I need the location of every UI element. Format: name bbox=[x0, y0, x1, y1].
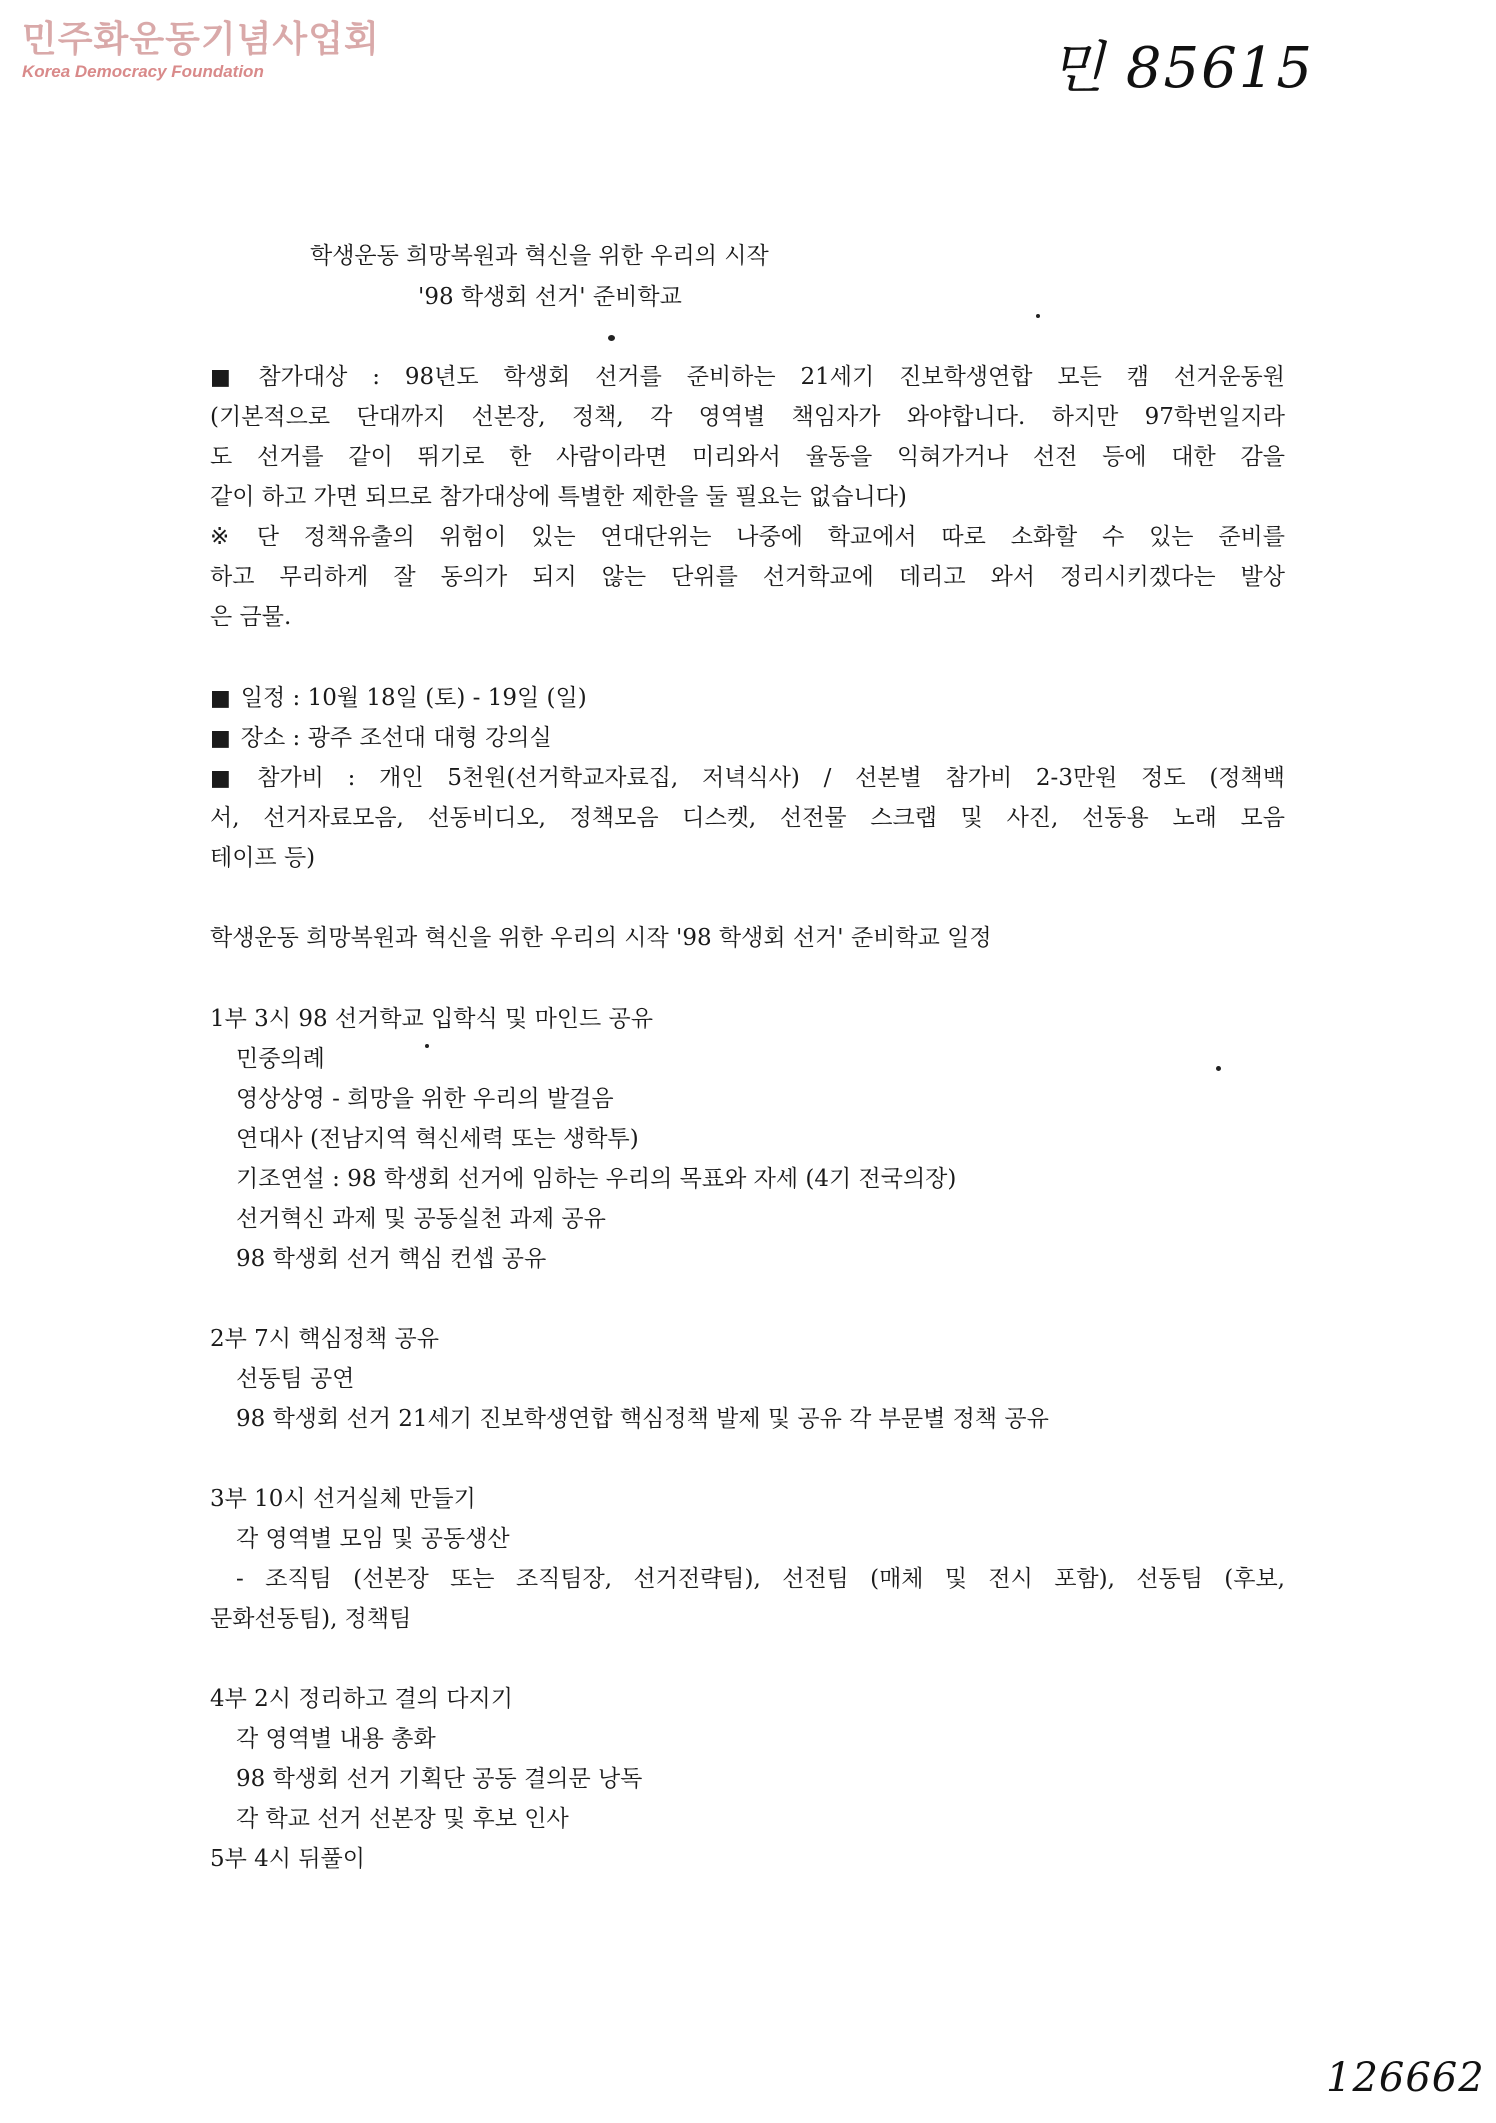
scan-speck bbox=[608, 335, 615, 341]
page-number: 126662 bbox=[1326, 2055, 1485, 2101]
participants-line: (기본적으로 단대까지 선본장, 정책, 각 영역별 책임자가 와야합니다. 하지만 97학번일지라 bbox=[210, 404, 1285, 430]
venue-line: ■ 장소 : 광주 조선대 대형 강의실 bbox=[210, 722, 1285, 755]
watermark-english: Korea Democracy Foundation bbox=[22, 62, 264, 81]
part1-item: 기조연설 : 98 학생회 선거에 임하는 우리의 목표와 자세 (4기 전국의장) bbox=[236, 1166, 957, 1192]
part2-heading: 2부 7시 핵심정책 공유 bbox=[210, 1326, 439, 1352]
participants-note-line: 은 금물. bbox=[210, 604, 292, 630]
part5-heading: 5부 4시 뒤풀이 bbox=[210, 1846, 365, 1872]
part2-item: 선동팀 공연 bbox=[236, 1366, 355, 1392]
part3-item: 각 영역별 모임 및 공동생산 bbox=[236, 1526, 510, 1552]
part2-item: 98 학생회 선거 21세기 진보학생연합 핵심정책 발제 및 공유 각 부문별 정책 공유 bbox=[236, 1406, 1049, 1432]
part4-item: 각 영역별 내용 총화 bbox=[236, 1726, 436, 1752]
participants-line: 같이 하고 가면 되므로 참가대상에 특별한 제한을 둘 필요는 없습니다) bbox=[210, 484, 907, 510]
part1-item: 연대사 (전남지역 혁신세력 또는 생학투) bbox=[236, 1126, 639, 1152]
document-title: 학생운동 희망복원과 혁신을 위한 우리의 시작 bbox=[310, 243, 769, 269]
part4-item: 98 학생회 선거 기획단 공동 결의문 낭독 bbox=[236, 1766, 643, 1792]
part1-item: 98 학생회 선거 핵심 컨셉 공유 bbox=[236, 1246, 547, 1272]
participants-note-line: 하고 무리하게 잘 동의가 되지 않는 단위를 선거학교에 데리고 와서 정리시키겠다는 발상 bbox=[210, 564, 1285, 590]
part3-item: - 조직팀 (선본장 또는 조직팀장, 선거전략팀), 선전팀 (매체 및 전시 포함), 선동팀 (후보, bbox=[236, 1566, 1285, 1592]
program-title: 학생운동 희망복원과 혁신을 위한 우리의 시작 '98 학생회 선거' 준비학교 일정 bbox=[210, 925, 992, 951]
document-subtitle: '98 학생회 선거' 준비학교 bbox=[418, 284, 682, 310]
watermark-korean: 민주화운동기념사업회 bbox=[22, 19, 380, 60]
participants-line: ■ 참가대상 : 98년도 학생회 선거를 준비하는 21세기 진보학생연합 모든 캠 선거운동원 bbox=[210, 361, 1285, 393]
part3-heading: 3부 10시 선거실체 만들기 bbox=[210, 1486, 476, 1512]
participants-line: 도 선거를 같이 뛰기로 한 사람이라면 미리와서 율동을 익혀가거나 선전 등에 대한 감을 bbox=[210, 444, 1285, 470]
scan-speck bbox=[1036, 314, 1040, 318]
archive-number: 민 85615 bbox=[1050, 36, 1315, 101]
part1-item: 선거혁신 과제 및 공동실천 과제 공유 bbox=[236, 1206, 606, 1232]
foundation-watermark bbox=[22, 20, 380, 82]
fee-line: 서, 선거자료모음, 선동비디오, 정책모음 디스켓, 선전물 스크랩 및 사진, 선동용 노래 모음 bbox=[210, 805, 1285, 831]
part4-heading: 4부 2시 정리하고 결의 다지기 bbox=[210, 1686, 513, 1712]
fee-line: ■ 참가비 : 개인 5천원(선거학교자료집, 저녁식사) / 선본별 참가비 2-3만원 정도 (정책백 bbox=[210, 762, 1285, 794]
part1-item: 영상상영 - 희망을 위한 우리의 발걸음 bbox=[236, 1086, 614, 1112]
fee-line: 테이프 등) bbox=[210, 845, 316, 871]
participants-note-line: ※ 단 정책유출의 위험이 있는 연대단위는 나중에 학교에서 따로 소화할 수 있는 준비를 bbox=[210, 521, 1285, 553]
part4-item: 각 학교 선거 선본장 및 후보 인사 bbox=[236, 1806, 569, 1832]
part1-heading: 1부 3시 98 선거학교 입학식 및 마인드 공유 bbox=[210, 1006, 653, 1032]
part3-continuation: 문화선동팀), 정책팀 bbox=[210, 1606, 412, 1632]
schedule-line: ■ 일정 : 10월 18일 (토) - 19일 (일) bbox=[210, 682, 1285, 715]
part1-item: 민중의례 bbox=[236, 1046, 325, 1072]
